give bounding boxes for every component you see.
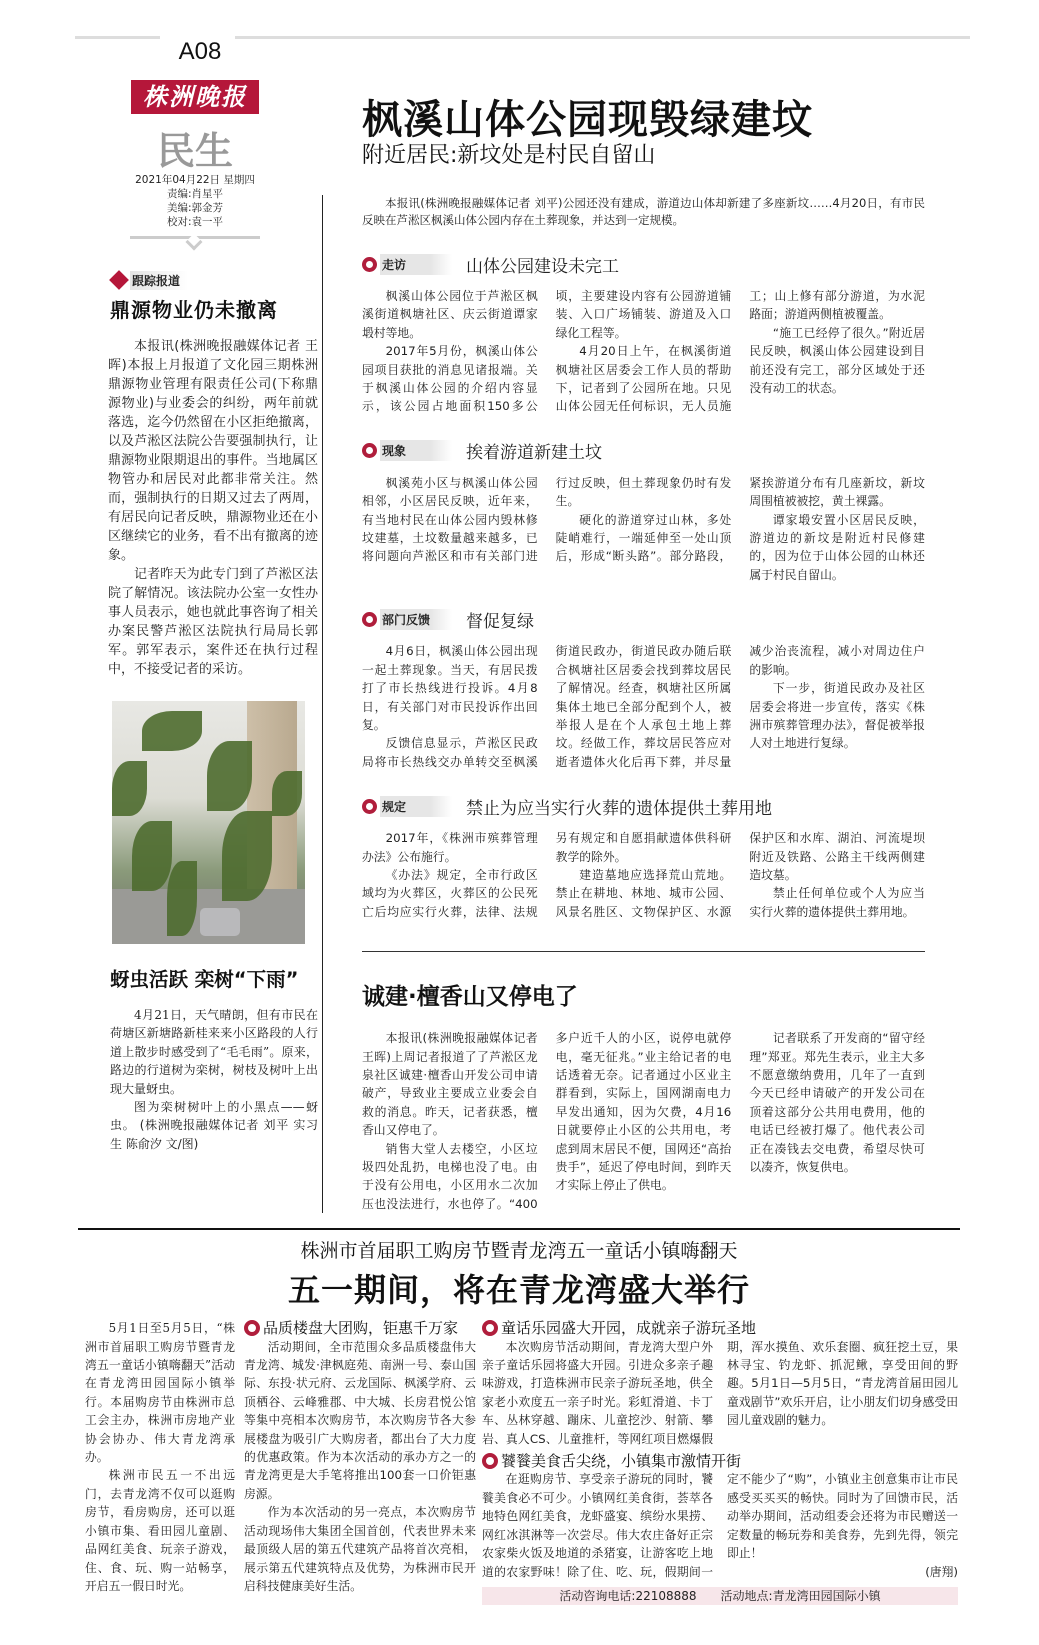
paragraph: 禁止任何单位或个人为应当实行火葬的遗体提供土葬用地。 (749, 886, 925, 919)
paragraph: 4月6日，枫溪山体公园出现一起土葬现象。当天，有居民拨打了市长热线进行投诉。4月8日，有关部门对市民投诉作出回复。 (362, 644, 538, 732)
section-tag: 规定 (380, 796, 452, 817)
second-article-body (362, 1029, 925, 1213)
ad-section-heading: 童话乐园盛大开园，成就亲子游玩圣地 (501, 1319, 757, 1338)
paragraph: 2017年，《株洲市殡葬管理办法》公布施行。 (362, 831, 538, 864)
pencil-icon (109, 270, 129, 290)
paragraph: 4月20日上午，在枫溪街道枫塘社区居委会工作人员的帮助下，记者到了公园所在地。只见山体公园无任何标识，无人员施工；山上修有部分游道，为水泥路面；游道两侧植被覆盖。 (555, 289, 925, 414)
editor: 责编:肖星平 (166, 188, 224, 200)
section-tag: 部门反馈 (380, 609, 452, 630)
section-phenomenon (362, 440, 925, 584)
section-heading: 督促复绿 (466, 611, 534, 632)
event-location: 活动地点:青龙湾田园国际小镇 (720, 1588, 881, 1603)
paragraph: 下一步，街道民政办及社区居委会将进一步宣传，落实《株洲市殡葬管理办法》，督促被举报人对土地进行复绿。 (749, 681, 925, 751)
circle-icon (362, 443, 377, 458)
ad-section-heading: 品质楼盘大团购，钜惠千万家 (263, 1319, 459, 1338)
section-tag: 现象 (380, 440, 452, 461)
article-divider (362, 951, 925, 952)
paragraph: 在逛购房节、享受亲子游玩的同时，饕餮美食必不可少。小镇网红美食街，荟萃各地特色网红美食，龙虾盛宴、缤纷水果捞、网红冰淇淋等一次尝尽。伟大农庄备好正宗农家柴火饭及地道的杀猪宴，让游客吃上地道的农家野味！除了住、吃、玩，假期间一定不能少了“购”，小镇业主创意集市让市民感受买买买的畅快。同时为了回馈市民，活动举办期间，活动组委会还将为市民赠送一定数量的畅玩券和美食券，先到先得，领完即止！ (482, 1472, 958, 1579)
paragraph: 4月21日，天气晴朗，但有市民在荷塘区新塘路新桂来来小区路段的人行道上散步时感受到了“毛毛雨”。原来，路边的行道树为栾树，树枝及树叶上出现大量蚜虫。 (110, 1008, 318, 1096)
paragraph: 枫溪苑小区与枫溪山体公园相邻，小区居民反映，近年来，有当地村民在山体公园内毁林修坟建墓，土坟数量越来越多，已将问题向芦淞区和市有关部门进行过反映，但土葬现象仍时有发生。 (362, 475, 732, 564)
photo-headline: 蚜虫活跃 栾树“下雨” (110, 968, 299, 991)
paragraph: 记者昨天为此专门到了芦淞区法院了解情况。该法院办公室一女性办事人员表示，她也就此事咨询了相关办案民警芦淞区法院执行局局长郭军。郭军表示，案件还在执行过程中，不接受记者的采访。 (108, 567, 318, 677)
ad-subtitle: 株洲市首届职工购房节暨青龙湾五一童话小镇嗨翻天 (300, 1240, 738, 1263)
advertisement (78, 1228, 960, 1605)
photo-caption (110, 1006, 318, 1153)
section-heading: 山体公园建设未完工 (466, 256, 619, 277)
section-regulation (362, 795, 925, 921)
main-subheadline: 附近居民:新坟处是村民自留山 (362, 143, 656, 168)
ad-section-heading: 饕餮美食舌尖绕，小镇集市激情开街 (501, 1452, 742, 1471)
left-headline: 鼎源物业仍未撤离 (110, 298, 278, 322)
paragraph: “施工已经停了很久。”附近居民反映，枫溪山体公园建设到目前还没有完工，部分区域处于还没有动工的状态。 (749, 325, 925, 396)
contact-phone: 活动咨询电话:22108888 (559, 1588, 697, 1603)
ad-section-housing (244, 1319, 476, 1595)
paragraph: 谭家塅安置小区居民反映，游道边的新坟是附近村民修建的，因为位于山体公园的山林还属于村民自留山。 (749, 512, 925, 582)
paragraph: 本次购房节活动期间，青龙湾大型户外亲子童话乐园将盛大开园。引进众多亲子趣味游戏，打造株洲市民亲子游玩圣地，供全家老小欢度五一亲子时光。彩虹滑道、卡丁车、丛林穿越、蹦床、儿童挖沙、射箭、攀岩、真人CS、儿童推杆，等网红项目燃爆假期，浑水摸鱼、欢乐套圈、疯狂挖土豆，果林寻宝、钓龙虾、抓泥鳅，享受田间的野趣。5月1日—5月5日，“青龙湾首届田园儿童戏剧节”欢乐开启，让小朋友们切身感受田园儿童戏剧的魅力。 (482, 1339, 958, 1446)
section-visit (362, 253, 925, 416)
second-headline: 诚建·檀香山又停电了 (362, 984, 578, 1011)
tag-label: 跟踪报道 (130, 271, 188, 290)
circle-icon (482, 1453, 498, 1469)
section-heading: 禁止为应当实行火葬的遗体提供土葬用地 (466, 798, 772, 819)
paragraph: 枫溪山体公园位于芦淞区枫溪街道枫塘社区、庆云街道谭家塅村等地。 (362, 289, 538, 340)
top-rule (75, 36, 160, 39)
tracking-tag (112, 270, 319, 290)
main-lead: 本报讯(株洲晚报融媒体记者 刘平)公园还没有建成，游道边山体却新建了多座新坟……4月20日，有市民反映在芦淞区枫溪山体公园内存在土葬现象，并达到一定规模。 (362, 196, 925, 227)
ad-contact-bar (482, 1587, 958, 1605)
paragraph: 活动期间，全市范围众多品质楼盘伟大青龙湾、城发·津枫庭苑、南洲一号、泰山国际、东投·状元府、云龙国际、枫溪学府、云顶栖谷、云峰雅郡、中大城、长房君悦公馆等集中亮相本次购房节，本次购房节各大参展楼盘为吸引广大购房者，都出台了大力度的优惠政策。作为本次活动的承办方之一的青龙湾更是大手笔将推出100套一口价钜惠房源。 (244, 1339, 476, 1501)
paragraph: 株洲市民五一不出远门，去青龙湾不仅可以逛购房节，看房购房，还可以逛小镇市集、看田园儿童剧、品网红美食、玩亲子游戏，住、食、玩、购一站畅享，开启五一假日时光。 (85, 1468, 235, 1593)
paragraph: 2017年5月份，枫溪山体公园项目获批的消息见诸报端。关于枫溪山体公园的介绍内容显示，该公园占地面积150多公顷，主要建设内容有公园游道铺装、入口广场铺装、游道及入口绿化工程等。 (362, 289, 732, 414)
paragraph: 5月1日至5月5日，“株洲市首届职工购房节暨青龙湾五一童话小镇嗨翻天”活动在青龙湾田园国际小镇举行。本届购房节由株洲市总工会主办，株洲市房地产业协会协办、伟大青龙湾承办。 (85, 1321, 235, 1465)
left-column (108, 195, 323, 1213)
left-article-body (108, 337, 318, 679)
issue-date: 2021年04月22日 星期四 (135, 174, 255, 186)
section-tag: 走访 (380, 254, 452, 275)
paragraph: 作为本次活动的另一亮点，本次购房节活动现场伟大集团全国首创，代表世界未来最顶级人居的第五代建筑产品将首次亮相，展示第五代建筑特点及优势，为株洲市民开启科技健康美好生活。 (244, 1505, 476, 1593)
circle-icon (482, 1320, 498, 1336)
newspaper-logo: 株洲晚报 (131, 80, 259, 114)
aphid-tree-photo (112, 701, 305, 944)
ad-intro (85, 1319, 235, 1595)
main-headline: 枫溪山体公园现毁绿建坟 (362, 97, 813, 143)
circle-icon (362, 612, 377, 627)
paragraph: 建造墓地应选择荒山荒地。禁止在耕地、林地、城市公园、风景名胜区、文物保护区、水源保护区和水库、湖泊、河流堤坝附近及铁路、公路主干线两侧建造坟墓。 (555, 831, 925, 919)
ad-title: 五一期间，将在青龙湾盛大举行 (287, 1271, 750, 1310)
paragraph: 记者联系了开发商的“留守经理”郑亚。郑先生表示，业主大多不愿意缴纳费用，几年了一直到今天已经申请破产的开发公司在顶着这部分公共用电费用，他的电话已经被打爆了。他代表公司正在凑钱去交电费，希望尽快可以凑齐，恢复供电。 (749, 1031, 925, 1174)
section-feedback (362, 608, 925, 771)
top-rule (235, 36, 970, 39)
main-column (362, 195, 925, 1213)
designer: 美编:郭金芳 (166, 202, 224, 214)
paragraph: 《办法》规定，全市行政区域均为火葬区，火葬区的公民死亡后均应实行火葬，法律、法规另有规定和自愿捐献遗体供科研教学的除外。 (362, 831, 732, 919)
paragraph: 销售大堂人去楼空，小区垃圾四处乱扔，电梯也没了电。由于没有公用电，小区用水二次加压也没法进行，水也停了。“400多户近千人的小区，说停电就停电，毫无征兆。”业主给记者的电话透着无奈。记者通过小区业主群看到，实际上，国网湖南电力早发出通知，因为欠费，4月16日就要停止小区的公共用电，考虑到周末居民不便，国网还“高抬贵手”，延迟了停电时间，到昨天才实际上停止了供电。 (362, 1031, 732, 1211)
issue-info (120, 173, 270, 229)
paragraph: 反馈信息显示，芦淞区民政局将市长热线交办单转交至枫溪街道民政办，街道民政办随后联合枫塘社区居委会找到葬坟居民了解情况。经查，枫塘社区所属集体土地已全部分配到个人，被举报人是在个人承包土地上葬坟。经做工作，葬坟居民答应对逝者遗体火化后再下葬，并尽量减少治丧流程，减小对周边住户的影响。 (362, 644, 925, 769)
ad-right-column (482, 1319, 958, 1605)
paragraph: 图为栾树树叶上的小黑点——蚜虫。 (株洲晚报融媒体记者 刘平 实习生 陈俞汐 文/图) (110, 1100, 318, 1151)
circle-icon (362, 257, 377, 272)
paragraph: 硬化的游道穿过山林，多处陡峭难行，一端延伸至一处山顶后，形成“断头路”。部分路段，紧挨游道分布有几座新坟，新坟周围植被被挖，黄土裸露。 (555, 475, 925, 564)
proofreader: 校对:袁一平 (166, 216, 224, 228)
circle-icon (362, 799, 377, 814)
page-number: A08 (178, 38, 222, 65)
circle-icon (244, 1320, 260, 1336)
section-name: 民生 (156, 128, 233, 173)
byline: (唐翔) (925, 1564, 958, 1579)
paragraph: 本报讯(株洲晚报融媒体记者 王晖)本报上月报道了文化园三期株洲鼎源物业管理有限责任公司(下称鼎源物业)与业委会的纠纷，两年前就落选，迄今仍然留在小区拒绝撤离，以及芦淞区法院公告要强制执行，让鼎源物业限期退出的事件。当地属区物管办和居民对此都非常关注。然而，强制执行的日期又过去了两周，有居民向记者反映，鼎源物业还在小区继续它的业务，看不出有撤离的迹象。 (108, 339, 318, 563)
section-heading: 挨着游道新建土坟 (466, 443, 602, 464)
paragraph: 本报讯(株洲晚报融媒体记者 王晖)上周记者报道了了芦淞区龙泉社区诚建·檀香山开发公司申请破产，导致业主要成立业委会自救的消息。昨天，记者获悉，檀香山又停电了。 (362, 1031, 538, 1138)
